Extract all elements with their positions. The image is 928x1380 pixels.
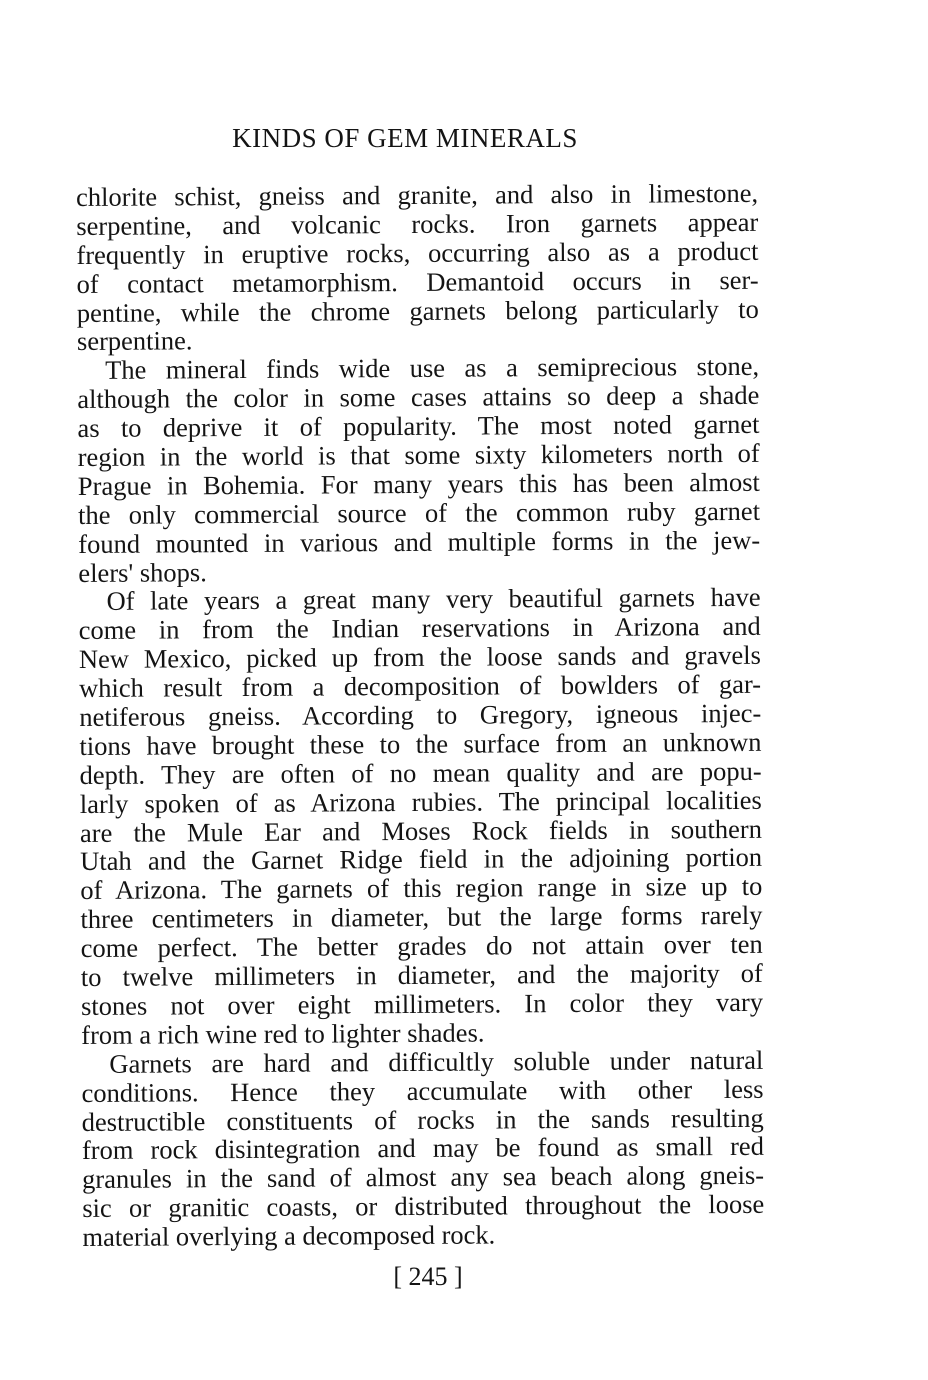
text-line: come in from the Indian reservations in Arizona and: [78, 611, 761, 646]
text-line: of Arizona. The garnets of this region range in size up to: [80, 871, 763, 906]
text-line: Prague in Bohemia. For many years this has been almost: [77, 466, 760, 501]
text-line: chlorite schist, gneiss and granite, and also in limestone,: [75, 177, 759, 212]
text-line: frequently in eruptive rocks, occurring also as a product: [76, 235, 759, 270]
paragraph-1: [76, 179, 759, 357]
text-line: which result from a decomposition of bowlders of gar-: [78, 668, 762, 704]
text-line: Utah and the Garnet Ridge field in the adjoining portion: [80, 842, 763, 877]
text-line: depth. They are often of no mean quality and are popu-: [79, 755, 762, 790]
text-line: netiferous gneiss. According to Gregory, igneous injec-: [79, 697, 762, 733]
text-line: sic or granitic coasts, or distributed throughout the loose: [82, 1188, 765, 1224]
paragraph-2: [77, 352, 760, 587]
text-line: stones not over eight millimeters. In color they vary: [80, 986, 764, 1021]
running-head: KINDS OF GEM MINERALS: [232, 123, 578, 153]
text-line: from a rich wine red to lighter shades.: [81, 1017, 485, 1050]
text-line: although the color in some cases attains so deep a shade: [77, 380, 760, 415]
text-line: pentine, while the chrome garnets belong particularly to: [76, 293, 759, 328]
paragraph-3: [78, 583, 763, 1049]
text-line: three centimeters in diameter, but the large forms rarely: [80, 900, 763, 935]
page-number: [ 245 ]: [393, 1262, 463, 1291]
text-line: larly spoken of as Arizona rubies. The principal localities: [79, 784, 762, 819]
text-line: from rock disintegration and may be found as small red: [81, 1131, 764, 1166]
text-line: New Mexico, picked up from the loose sands and gravels: [78, 640, 761, 675]
body-text: [76, 179, 765, 1252]
text-line: of contact metamorphism. Demantoid occurs in ser-: [76, 264, 759, 299]
text-line: conditions. Hence they accumulate with other less: [81, 1073, 764, 1108]
text-line: found mounted in various and multiple forms in the jew-: [78, 524, 761, 559]
text-line: Garnets are hard and difficultly soluble under natural: [109, 1044, 764, 1079]
text-line: serpentine, and volcanic rocks. Iron garnets appear: [76, 206, 759, 241]
text-line: the only commercial source of the common ruby garnet: [77, 495, 761, 530]
text-line: serpentine.: [76, 325, 193, 357]
text-line: come perfect. The better grades do not attain over ten: [80, 928, 763, 964]
text-line: The mineral finds wide use as a semiprecious stone,: [105, 351, 760, 386]
text-line: elers' shops.: [78, 556, 207, 588]
text-line: to twelve millimeters in diameter, and the majority of: [80, 957, 763, 993]
paragraph-4: [81, 1046, 764, 1252]
text-line: tions have brought these to the surface from an unknown: [79, 726, 762, 761]
text-line: as to deprive it of popularity. The most noted garnet: [77, 408, 760, 444]
text-line: region in the world is that some sixty kilometers north of: [77, 437, 760, 473]
text-line: material overlying a decomposed rock.: [82, 1219, 496, 1253]
text-line: destructible constituents of rocks in the sands resulting: [81, 1102, 764, 1137]
text-line: Of late years a great many very beautiful garnets have: [106, 582, 761, 617]
text-line: are the Mule Ear and Moses Rock fields in southern: [79, 813, 763, 848]
text-line: granules in the sand of almost any sea beach along gneis-: [81, 1160, 765, 1195]
